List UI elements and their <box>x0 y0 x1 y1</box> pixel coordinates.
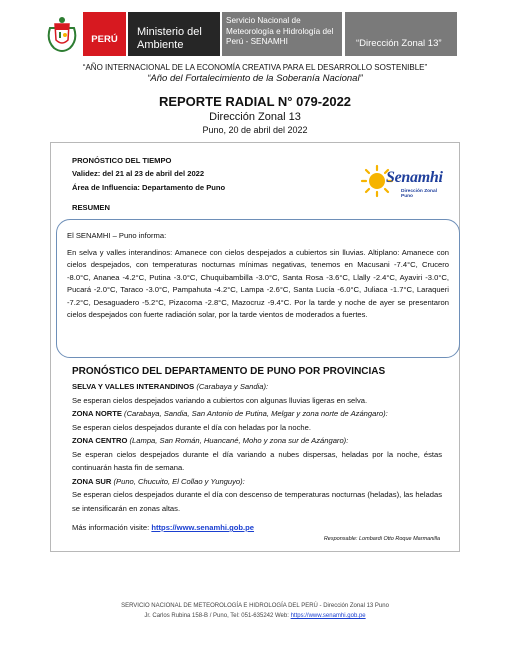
logo-name: Senamhi <box>386 169 443 186</box>
selva-label: SELVA Y VALLES INTERANDINOS <box>72 382 195 391</box>
norte-text: Se esperan cielos despejados durante el día con heladas por la noche. <box>72 422 311 432</box>
footer-address: Jr. Carlos Rubina 158-B / Puno, Tel: 051-635242 Web: <box>144 613 289 619</box>
forecast-area: Área de Influencia: Departamento de Puno <box>72 183 226 192</box>
more-info-label: Más información visite: <box>72 523 150 532</box>
sur-title <box>72 475 442 489</box>
senamhi-website-link[interactable]: https://www.senamhi.gob.pe <box>151 523 255 532</box>
norte-label: ZONA NORTE <box>72 409 122 418</box>
peru-coat-of-arms-icon <box>41 12 83 56</box>
forecast-heading: PRONÓSTICO DEL TIEMPO <box>72 156 172 165</box>
more-info <box>72 521 442 535</box>
selva-title <box>72 380 442 394</box>
sur-places: (Puno, Chucuito, El Collao y Yunguyo): <box>113 476 245 486</box>
forecast-validity: Validez: del 21 al 23 de abril del 2022 <box>72 169 205 178</box>
senamhi-logo <box>360 163 443 209</box>
provinces-section <box>72 365 442 535</box>
zone-label: “Dirección Zonal 13” <box>345 12 457 56</box>
year-name: “AÑO INTERNACIONAL DE LA ECONOMÍA CREATIVA PARA EL DESARROLLO SOSTENIBLE” <box>82 63 428 72</box>
centro-label: ZONA CENTRO <box>72 436 128 445</box>
provinces-heading: PRONÓSTICO DEL DEPARTAMENTO DE PUNO POR PROVINCIAS <box>72 366 386 377</box>
centro-places: (Lampa, San Román, Huancané, Moho y zona sur de Azángaro): <box>129 436 349 445</box>
institutional-header <box>41 12 457 56</box>
selva-places: (Carabaya y Sandia): <box>196 382 269 391</box>
logo-tagline: Dirección Zonal Puno <box>401 189 437 199</box>
footer-line-1: SERVICIO NACIONAL DE METEOROLOGÍA E HIDROLOGÍA DEL PERÚ - Dirección Zonal 13 Puno <box>121 603 389 609</box>
year-motto: “Año del Fortalecimiento de la Soberanía Nacional” <box>147 73 363 84</box>
summary-text: En selva y valles interandinos: Amanece con cielos despejados a cubiertos sin lluvias. Altiplano: Amanece con cielos despejados, con temperaturas nocturnas mínimas negativas, tenemos en Macusani -7.4°C, Crucero -8.0°C, Ananea -4.2°C, Putina -3.0°C, Chuquibambilla -3.0°C, Santa Rosa -3.6°C, Llally -2.4°C, Ayaviri -3.0°C, Pucará -2.0°C, Taraco -3.0°C, Pampahuta -4.2°C, Lampa -2.6°C, Santa Lucía -6.0°C, Juliaca -1.7°C, Laraqueri -7.2°C, Desaguadero -5.2°C, Pizacoma -2.8°C, Mazocruz -9.4°C. Por la tarde y noche de ayer se presentaron cielos despejados con fuerte radiación solar, por la tarde vientos de moderados a fuertes. <box>67 247 449 319</box>
sur-text: Se esperan cielos despejados durante el día con descenso de temperaturas nocturnas (heladas), las heladas se intensificarán en zonas altas. <box>72 490 442 513</box>
ministry-label: Ministerio del Ambiente <box>128 12 220 56</box>
norte-title <box>72 407 442 421</box>
sur-label: ZONA SUR <box>72 476 112 486</box>
service-label: Servicio Nacional de Meteorología e Hidrología del Perú - SENAMHI <box>222 12 342 56</box>
selva-text: Se esperan cielos despejados variando a cubiertos con algunas lluvias ligeras en selva. <box>72 395 368 405</box>
responsible-note: Responsable: Lombardi Otto Roque Marmanilla <box>323 536 440 542</box>
report-place-date: Puno, 20 de abril del 2022 <box>202 125 308 135</box>
summary-heading: RESUMEN <box>72 203 110 212</box>
footer-website-link[interactable]: https://www.senamhi.gob.pe <box>290 613 366 619</box>
footer-line-2 <box>0 613 510 619</box>
report-title: REPORTE RADIAL N° 079-2022 <box>158 94 352 109</box>
country-label: PERÚ <box>83 12 126 56</box>
centro-title <box>72 434 442 448</box>
summary-intro: El SENAMHI – Puno informa: <box>67 231 167 240</box>
norte-places: (Carabaya, Sandia, San Antonio de Putina, Melgar y zona norte de Azángaro): <box>124 409 388 418</box>
centro-text: Se esperan cielos despejados durante el día variando a nubes dispersas, heladas por la noche, éstas continuarán hasta fin de semana. <box>72 449 442 472</box>
summary-box <box>56 219 460 358</box>
report-direction: Dirección Zonal 13 <box>209 111 301 123</box>
